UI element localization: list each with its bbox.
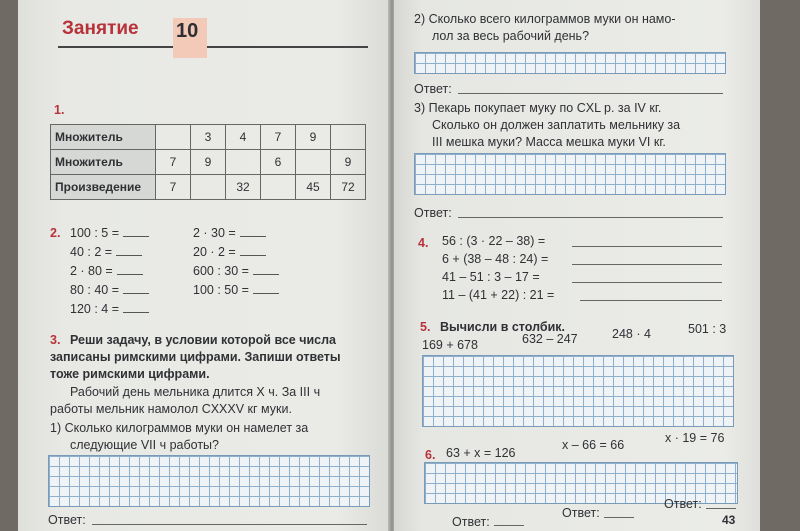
table-cell[interactable]: 3 [191,125,226,150]
table-row [51,150,366,175]
task4-expr: 11 – (41 + 22) : 21 = [442,288,555,302]
task6-number: 6. [425,448,436,462]
expr-text: 40 : 2 = [70,245,113,259]
answer-line[interactable] [604,517,634,518]
task2-expr [70,283,149,297]
answer-line[interactable] [706,508,736,509]
table-cell[interactable] [296,150,331,175]
table-cell[interactable] [261,175,296,200]
question-3-line: 3) Пекарь покупает муку по CXL р. за IV кг. [414,101,662,115]
task2-expr [70,245,142,259]
expr-text: 20 · 2 = [193,245,236,259]
task2-number: 2. [50,226,61,240]
answer-blank[interactable] [116,255,142,256]
expr-text: 2 · 30 = [193,226,236,240]
answer-line[interactable] [92,524,367,525]
answer-label: Ответ: [48,513,86,527]
table-cell[interactable]: 6 [261,150,296,175]
table-cell[interactable]: 7 [156,175,191,200]
answer-line[interactable] [494,525,524,526]
task3-question-line: следующие VII ч работы? [70,438,219,452]
task3-number: 3. [50,333,61,347]
task2-expr [193,226,266,240]
answer-line[interactable] [572,246,722,247]
task5-number: 5. [420,320,431,334]
answer-line[interactable] [572,282,722,283]
answer-blank[interactable] [253,293,279,294]
answer-label: Ответ: [414,82,452,96]
lesson-number: 10 [176,20,199,42]
answer-blank[interactable] [240,236,266,237]
answer-label: Ответ: [452,515,490,529]
page-number: 43 [722,513,736,527]
answer-blank[interactable] [240,255,266,256]
answer-line[interactable] [572,264,722,265]
row-label: Произведение [51,175,156,200]
task3-story-line: Рабочий день мельника длится X ч. За III ч [70,385,321,399]
task5-expr: 169 + 678 [422,338,478,352]
task6-equation: x · 19 = 76 [665,431,725,445]
table-cell[interactable]: 4 [226,125,261,150]
answer-line[interactable] [458,217,723,218]
row-label: Множитель [51,150,156,175]
task5-expr: 248 · 4 [612,327,651,341]
lesson-title [62,18,139,40]
grid-work-area[interactable] [48,455,370,507]
answer-blank[interactable] [253,274,279,275]
task4-expr: 56 : (3 · 22 – 38) = [442,234,546,248]
table-cell[interactable] [191,175,226,200]
task2-expr [70,226,149,240]
task3-intro-line: тоже римскими цифрами. [50,367,210,381]
lesson-title-text: Занятие [62,18,139,39]
table-cell[interactable] [331,125,366,150]
answer-label: Ответ: [664,497,702,511]
task4-expr: 41 – 51 : 3 – 17 = [442,270,540,284]
task3-intro-line: Реши задачу, в условии которой все числа [70,333,337,347]
task2-expr [193,283,279,297]
expr-text: 120 : 4 = [70,302,119,316]
grid-work-area[interactable] [422,355,734,427]
title-underline [58,46,368,48]
expr-text: 600 : 30 = [193,264,249,278]
answer-label: Ответ: [562,506,600,520]
question-2-line: 2) Сколько всего килограммов муки он намо- [414,12,676,26]
task6-equation: x – 66 = 66 [562,438,625,452]
answer-blank[interactable] [123,236,149,237]
table-row [51,125,366,150]
task4-number: 4. [418,236,429,250]
task2-expr [193,264,279,278]
question-3-line: Сколько он должен заплатить мельнику за [432,118,681,132]
task2-expr [70,302,149,316]
task4-expr: 6 + (38 – 48 : 24) = [442,252,549,266]
question-3-line: III мешка муки? Масса мешка муки VI кг. [432,135,666,149]
task2-expr [70,264,143,278]
table-cell[interactable]: 9 [191,150,226,175]
table-row [51,175,366,200]
table-cell[interactable]: 72 [331,175,366,200]
answer-line[interactable] [580,300,722,301]
table-cell[interactable] [156,125,191,150]
task5-instruction: Вычисли в столбик. [440,320,565,334]
task5-expr: 632 – 247 [522,332,578,346]
row-label: Множитель [51,125,156,150]
answer-blank[interactable] [123,293,149,294]
table-cell[interactable]: 7 [156,150,191,175]
answer-line[interactable] [458,93,723,94]
answer-label: Ответ: [414,206,452,220]
table-cell[interactable] [226,150,261,175]
grid-work-area[interactable] [414,52,726,74]
question-2-line: лол за весь рабочий день? [432,29,590,43]
expr-text: 2 · 80 = [70,264,113,278]
task6-equation: 63 + x = 126 [446,446,516,460]
table-cell[interactable]: 45 [296,175,331,200]
table-cell[interactable]: 7 [261,125,296,150]
expr-text: 100 : 50 = [193,283,249,297]
answer-blank[interactable] [123,312,149,313]
task1-number: 1. [54,103,65,117]
expr-text: 80 : 40 = [70,283,119,297]
task3-question-line: 1) Сколько килограммов муки он намелет за [50,421,309,435]
table-cell[interactable]: 9 [331,150,366,175]
expr-text: 100 : 5 = [70,226,119,240]
answer-blank[interactable] [117,274,143,275]
table-cell[interactable]: 9 [296,125,331,150]
table-cell[interactable]: 32 [226,175,261,200]
task3-story-line: работы мельник намолол СXXXV кг муки. [50,402,292,416]
multiplication-table [50,124,366,200]
task2-expr [193,245,266,259]
grid-work-area[interactable] [414,153,726,195]
task5-expr: 501 : 3 [688,322,727,336]
task3-intro-line: записаны римскими цифрами. Запиши ответы [50,350,341,364]
